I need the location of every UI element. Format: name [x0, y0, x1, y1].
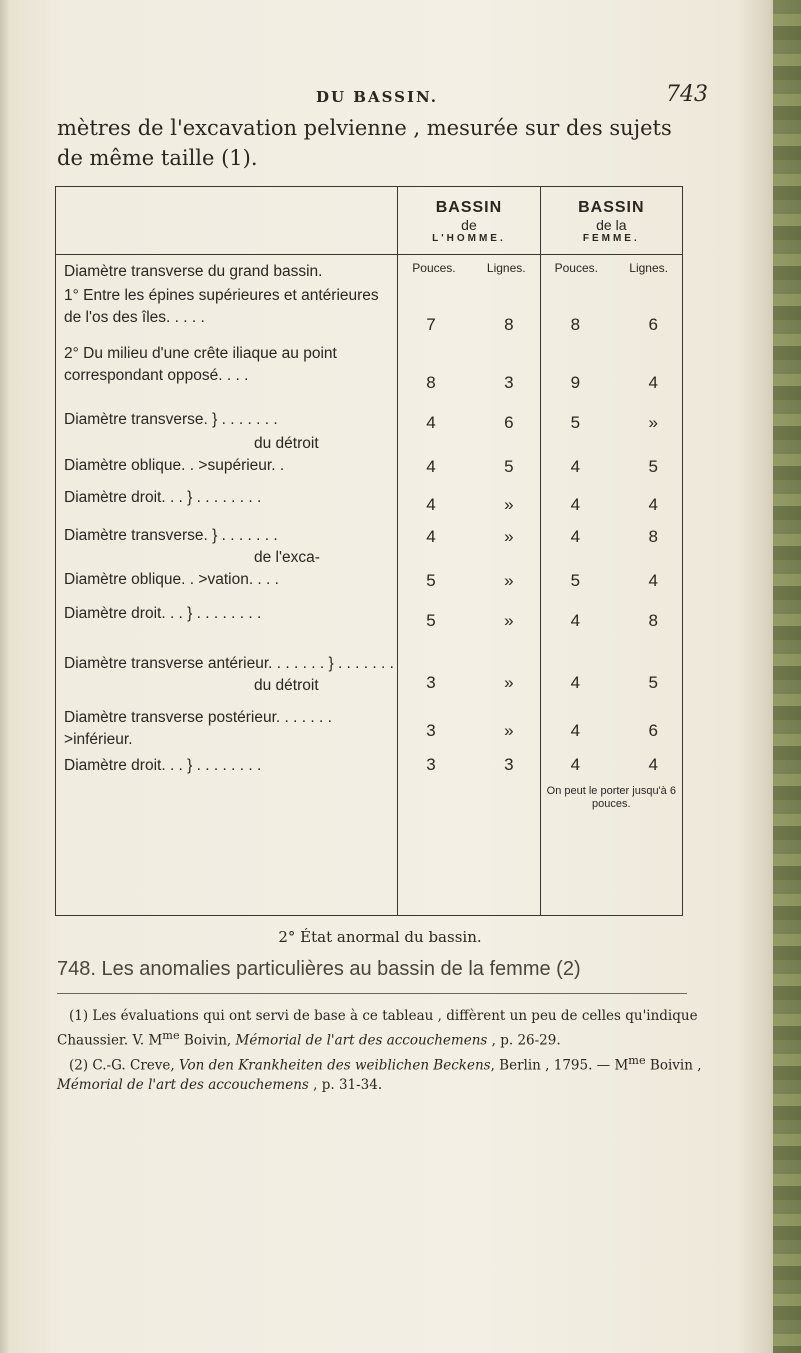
row-label: Diamètre droit. . .: [64, 604, 183, 622]
footnote-2-text-b: , Berlin , 1795. — M: [490, 1057, 629, 1073]
brace2-line2: vation. . . .: [207, 570, 279, 588]
femme-pouces: 5: [570, 570, 581, 590]
row-label: Diamètre droit. . .: [64, 488, 183, 506]
footnote-2-text-c: Boivin ,: [645, 1057, 702, 1073]
pelvis-measurement-table: [55, 186, 683, 916]
table-row: Diamètre droit. . . } . . . . . . . . 5 » 4 8: [56, 591, 683, 631]
table-row: Diamètre transverse. } . . . . . . . 4 6 5 »: [56, 393, 683, 433]
header-homme-line1: BASSIN: [435, 199, 503, 216]
femme-pouces: 9: [570, 372, 581, 392]
units-homme: [398, 255, 540, 285]
running-title: DU BASSIN.: [316, 88, 438, 106]
homme-lignes: »: [504, 720, 514, 740]
homme-lignes: 8: [504, 314, 514, 334]
femme-lignes: 4: [648, 754, 658, 774]
homme-pouces: 8: [426, 372, 436, 392]
homme-lignes: »: [504, 570, 514, 590]
section-title: 2° État anormal du bassin.: [278, 928, 482, 946]
footnote-2: [57, 1051, 707, 1096]
femme-note: On peut le porter jusqu'à 6 pouces.: [546, 784, 676, 810]
header-femme-line3: FEMME.: [582, 233, 640, 244]
footnote-rule: [57, 993, 687, 994]
footnotes: [57, 1006, 707, 1095]
footnote-1: [57, 1006, 707, 1051]
footnote-1-text-c: , p. 26-29.: [487, 1032, 561, 1049]
femme-lignes: 6: [648, 720, 658, 740]
femme-pouces: 5: [570, 412, 581, 432]
table-row: Diamètre transverse antérieur. . . . . . . } . . . . . . . du détroit 3 » 4 5: [56, 631, 683, 707]
femme-pouces: 4: [570, 610, 581, 630]
unit-lignes-h: Lignes.: [486, 261, 526, 275]
table-row: [56, 785, 683, 916]
homme-lignes: »: [504, 494, 514, 514]
femme-pouces: 4: [570, 526, 581, 546]
homme-lignes: 6: [504, 412, 514, 432]
footnote-2-work: Von den Krankheiten des weiblichen Beckens: [178, 1057, 491, 1073]
row-label: Diamètre transverse.: [64, 526, 208, 544]
brace3-line1: du détroit: [254, 676, 319, 694]
book-binding-edge: [773, 0, 801, 1353]
homme-pouces: 5: [426, 570, 436, 590]
homme-lignes: »: [504, 610, 514, 630]
footnote-1-sup: me: [162, 1029, 180, 1042]
femme-lignes: 5: [648, 456, 658, 476]
table-row: Diamètre droit. . . } . . . . . . . . 3 3 4 4: [56, 755, 683, 785]
group1-title-text: Diamètre transverse du grand bassin.: [64, 263, 323, 280]
running-head: [0, 82, 760, 112]
femme-pouces: 4: [570, 494, 581, 514]
header-femme-line2: de la: [596, 217, 627, 233]
paragraph-748: 748. Les anomalies particulières au bassin de la femme (2): [57, 958, 581, 980]
row-label: Diamètre oblique. .: [64, 570, 195, 588]
femme-lignes: 8: [648, 526, 658, 546]
homme-lignes: »: [504, 526, 514, 546]
unit-pouces-f: Pouces.: [554, 261, 598, 275]
footnote-1-text-a: (1) Les évaluations qui ont servi de base à ce tableau , diffèrent un peu de celles qu'indique Chaussier. V. M: [57, 1008, 698, 1049]
footnote-2-work2: Mémorial de l'art des accouchemens: [57, 1077, 309, 1093]
homme-pouces: 5: [426, 610, 436, 630]
femme-pouces: 4: [570, 672, 581, 692]
header-homme: [398, 187, 540, 255]
femme-lignes: 8: [648, 610, 658, 630]
page-number: 743: [666, 82, 708, 107]
homme-lignes: 3: [504, 372, 514, 392]
femme-lignes: 4: [648, 494, 658, 514]
femme-lignes: 6: [648, 314, 658, 334]
footnote-2-sup: me: [628, 1053, 646, 1067]
row-label: Diamètre transverse antérieur. . . . . . .: [64, 654, 325, 672]
header-femme: [540, 187, 682, 255]
femme-pouces: 8: [570, 314, 581, 334]
homme-pouces: 3: [426, 672, 436, 692]
homme-pouces: 4: [426, 412, 436, 432]
homme-lignes: 3: [504, 754, 514, 774]
footnote-1-text-b: Boivin,: [179, 1032, 236, 1049]
femme-lignes: 4: [648, 570, 658, 590]
unit-lignes-f: Lignes.: [629, 261, 668, 275]
femme-lignes: »: [648, 412, 658, 432]
femme-pouces: 4: [570, 754, 581, 774]
header-femme-line1: BASSIN: [578, 199, 645, 216]
row-label: 2° Du milieu d'une crête iliaque au point correspondant opposé. . . .: [56, 335, 398, 393]
footnote-1-work: Mémorial de l'art des accouchemens: [235, 1032, 488, 1049]
table-row: [56, 335, 683, 393]
homme-pouces: 7: [426, 314, 436, 334]
table-row: du détroit Diamètre oblique. . >supérieur. . 4 5 4 5: [56, 433, 683, 477]
row-label: Diamètre oblique. .: [64, 456, 195, 474]
homme-pouces: 4: [426, 526, 436, 546]
homme-pouces: 4: [426, 456, 436, 476]
homme-pouces: 3: [426, 720, 436, 740]
table-row: [56, 285, 683, 335]
row-label: Diamètre droit. . .: [64, 756, 183, 774]
table-corner: [56, 187, 398, 255]
homme-pouces: 4: [426, 494, 436, 514]
unit-pouces-h: Pouces.: [412, 261, 456, 275]
page-left-edge: [0, 0, 10, 1353]
table-row: de l'exca- Diamètre oblique. . >vation. . . . 5 » 5 4: [56, 547, 683, 591]
header-homme-line3: L'HOMME.: [432, 233, 506, 244]
brace1-line2: supérieur. .: [207, 456, 285, 474]
homme-lignes: »: [504, 672, 514, 692]
header-homme-line2: de: [461, 217, 477, 233]
femme-lignes: 5: [648, 672, 658, 692]
group1-title: [56, 255, 398, 285]
table-row: Diamètre transverse postérieur. . . . . . . >inférieur. 3 » 4 6: [56, 707, 683, 755]
units-femme: [540, 255, 682, 285]
table-row: Diamètre transverse. } . . . . . . . 4 » 4 8: [56, 515, 683, 547]
femme-pouces: 4: [570, 456, 581, 476]
row-label: Diamètre transverse.: [64, 410, 208, 428]
femme-pouces: 4: [570, 720, 581, 740]
row-label: 1° Entre les épines supérieures et antérieures de l'os des îles. . . . .: [56, 285, 398, 335]
brace1-line1: du détroit: [254, 434, 319, 452]
homme-lignes: 5: [504, 456, 514, 476]
intro-text: mètres de l'excavation pelvienne , mesurée sur des sujets de même taille (1).: [57, 116, 672, 170]
brace2-line1: de l'exca-: [254, 548, 320, 566]
table-row: Diamètre droit. . . } . . . . . . . . 4 » 4 4: [56, 477, 683, 515]
row-label: Diamètre transverse postérieur. . . . . . .: [64, 708, 332, 726]
brace3-line2: inférieur.: [73, 730, 133, 748]
femme-lignes: 4: [648, 372, 658, 392]
homme-pouces: 3: [426, 754, 436, 774]
footnote-2-text-a: (2) C.-G. Creve,: [69, 1057, 179, 1073]
footnote-2-text-d: , p. 31-34.: [308, 1077, 383, 1093]
